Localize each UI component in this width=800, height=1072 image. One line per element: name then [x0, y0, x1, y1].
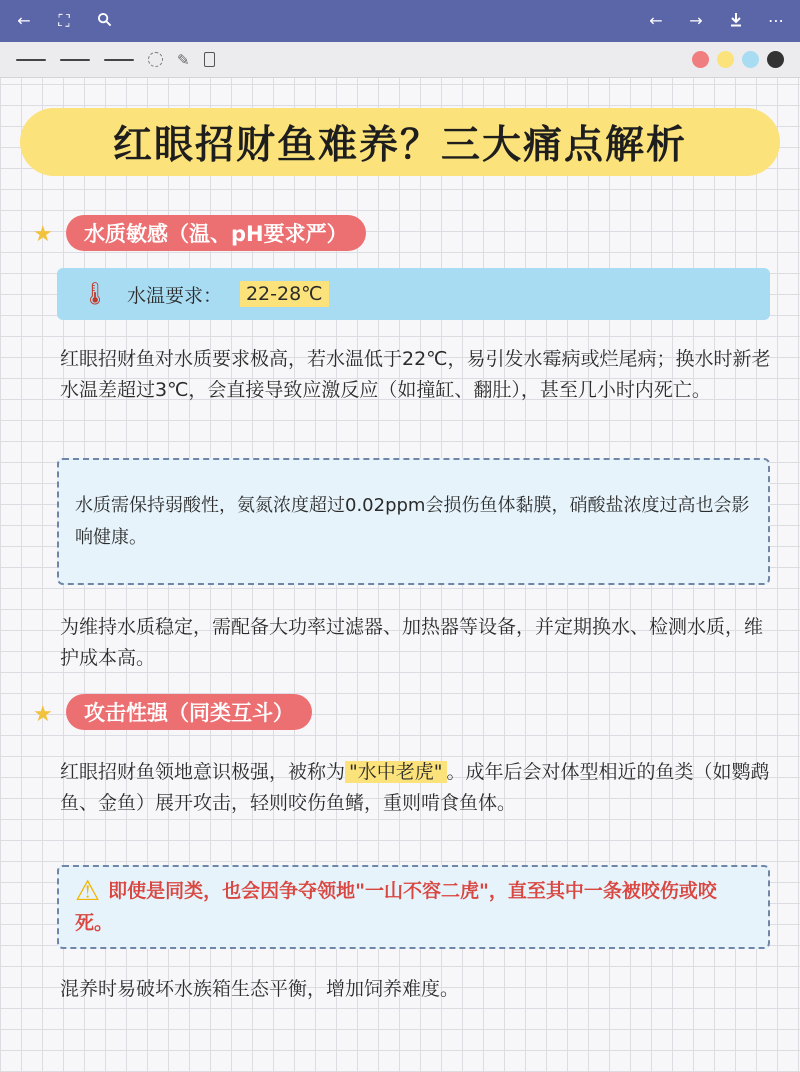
search-icon[interactable]	[94, 12, 114, 30]
temp-value: 22-28℃	[240, 281, 329, 307]
line-tool-thick[interactable]	[104, 59, 134, 61]
temperature-box	[57, 268, 770, 320]
star-icon: ★	[33, 702, 53, 727]
color-black-dot[interactable]	[767, 51, 784, 68]
more-icon[interactable]: ⋯	[768, 11, 784, 30]
warning-content	[75, 875, 752, 940]
tablet-icon[interactable]	[204, 52, 215, 67]
top-nav-bar	[0, 0, 800, 42]
section1-label: 水质敏感（温、pH要求严）	[66, 215, 366, 251]
page-title: 红眼招财鱼难养？三大痛点解析	[112, 123, 687, 168]
section2-paragraph-1	[60, 757, 772, 819]
color-red-dot[interactable]	[692, 51, 709, 68]
color-palette	[692, 51, 784, 68]
fullscreen-icon[interactable]: ⛶	[58, 11, 70, 30]
color-yellow-dot[interactable]	[717, 51, 734, 68]
highlight-nickname: "水中老虎"	[345, 761, 446, 783]
section2-text-a: 红眼招财鱼领地意识极强，被称为	[60, 761, 346, 783]
lasso-icon[interactable]	[148, 52, 163, 67]
section2-label: 攻击性强（同类互斗）	[66, 694, 312, 730]
warning-box	[57, 865, 770, 949]
thermometer-icon: 🌡	[81, 281, 109, 307]
temp-label: 水温要求：	[126, 284, 222, 307]
note-text: 水质需保持弱酸性，氨氮浓度超过0.02ppm会损伤鱼体黏膜，硝酸盐浓度过高也会影响健康。	[75, 494, 750, 548]
back-arrow-icon[interactable]: ←	[17, 11, 31, 30]
section2-text-b: 。成年后会对体型相近的鱼类（如鹦鹉鱼、金鱼）展开攻击，轻则咬伤鱼鳍，重则啃食鱼体。	[60, 761, 770, 814]
pencil-icon[interactable]: ✎	[177, 50, 190, 69]
star-icon: ★	[33, 222, 53, 247]
drawing-toolbar	[0, 42, 800, 78]
warning-text: 即使是同类，也会因争夺领地"一山不容二虎"，直至其中一条被咬伤或咬死。	[75, 879, 717, 935]
download-icon[interactable]	[726, 12, 746, 30]
color-blue-dot[interactable]	[742, 51, 759, 68]
warning-icon: ⚠	[75, 874, 101, 908]
section1-paragraph-2: 为维持水质稳定，需配备大功率过滤器、加热器等设备，并定期换水、检测水质，维护成本高。	[60, 616, 764, 669]
line-tool-medium[interactable]	[60, 59, 90, 61]
title-banner	[20, 108, 780, 176]
section2-paragraph-2: 混养时易破坏水族箱生态平衡，增加饲养难度。	[60, 978, 460, 1000]
line-tool-thin[interactable]	[16, 59, 46, 61]
next-arrow-icon[interactable]: →	[689, 11, 703, 30]
section1-paragraph-1: 红眼招财鱼对水质要求极高，若水温低于22℃，易引发水霉病或烂尾病；换水时新老水温差超过3℃，会直接导致应激反应（如撞缸、翻肚），甚至几小时内死亡。	[60, 348, 771, 401]
note-box	[57, 458, 770, 585]
prev-arrow-icon[interactable]: ←	[649, 11, 663, 30]
